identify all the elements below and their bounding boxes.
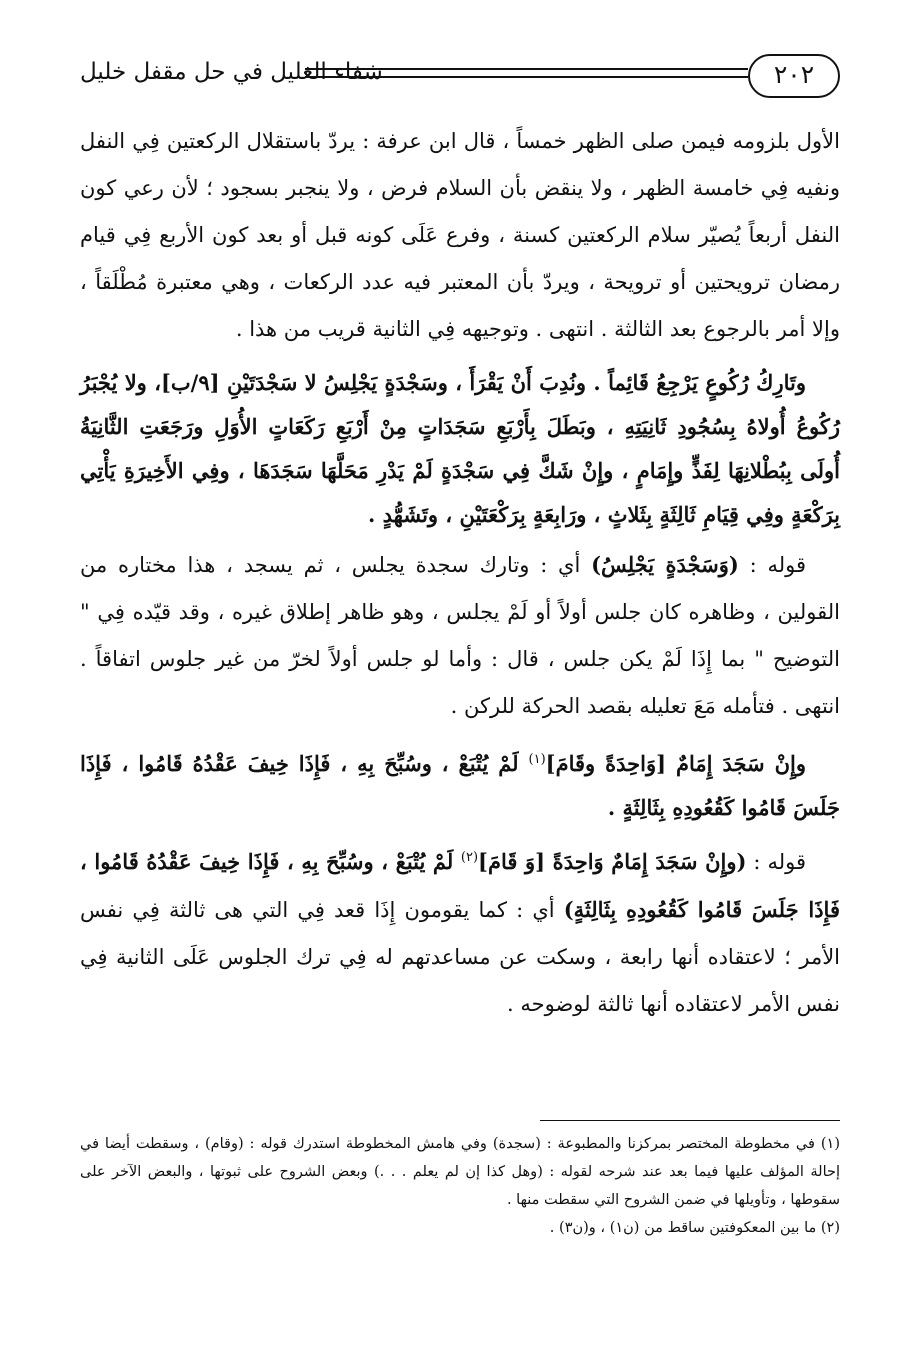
matn-text: وإِنْ سَجَدَ إِمَامٌ [وَاحِدَةً وقَامَ]	[545, 751, 807, 776]
main-text	[80, 118, 840, 1028]
footnote-separator	[540, 1120, 840, 1121]
footnote: (١) في مخطوطة المختصر بمركزنا والمطبوعة : (سجدة) وفي هامش المخطوطة استدرك قوله : (وقام) ، وسقطت أيضا في إحالة المؤلف عليها فيما بعد عند شرحه لقوله : (وهل كذا إن لم يعلم . . .) وبعض الشروح على ثبوتها ، والبعض الآخر على سقوطها ، وتأويلها في ضمن الشروح التي سقطت منها .	[80, 1136, 840, 1208]
commentary-paragraph: الأول بلزومه فيمن صلى الظهر خمساً ، قال ابن عرفة : يردّ باستقلال الركعتين فِي النفل ونفيه فِي خامسة الظهر ، ولا ينقض بأن السلام فرض ، ولا ينجبر بسجود ؛ لأن رعي كون النفل أربعاً يُصيّر سلام الركعتين كسنة ، وفرع عَلَى كونه قبل أو بعد كون الأربع فِي قيام رمضان ترويحتين أو ترويحة ، ويردّ بأن المعتبر فيه عدد الركعات ، وهي معتبرة مُطْلَقاً ، وإلا أمر بالرجوع بعد الثالثة . انتهى . وتوجيهه فِي الثانية قريب من هذا .	[80, 129, 840, 341]
footnote-marker: (١)	[528, 752, 546, 767]
quoted-matn: (وإِنْ سَجَدَ إِمَامٌ وَاحِدَةً [وَ قَامَ]	[478, 849, 747, 874]
commentary-text: أي : وتارك سجدة يجلس ، ثم يسجد ، هذا مختاره من القولين ، وظاهره كان جلس أولاً أو لَمْ يجلس ، وهو ظاهر إطلاق غيره ، وقد قيّده فِي " التوضيح " بما إِذَا لَمْ يكن جلس ، قال : وأما لو جلس أولاً لخرّ من غير جلوس اتفاقاً . انتهى . فتأمله مَعَ تعليله بقصد الحركة للركن .	[80, 553, 840, 718]
book-title: شفاء الغليل في حل مقفل خليل	[80, 59, 383, 85]
commentary-text: أي : كما يقومون إِذَا قعد فِي التي هى ثالثة فِي نفس الأمر ؛ لاعتقاده أنها رابعة ، وسكت عن مساعدتهم له فِي ترك الجلوس عَلَى الثانية فِي نفس الأمر لاعتقاده أنها ثالثة لوضوحه .	[80, 898, 840, 1016]
footnotes	[80, 1130, 840, 1242]
commentary-paragraph	[80, 541, 840, 730]
quoted-matn: (وَسَجْدَةٍ يَجْلِسُ)	[591, 552, 739, 577]
commentary-paragraph	[80, 834, 840, 1028]
running-header	[80, 50, 840, 106]
matn-text: لَمْ يُتْبَعْ ، وسُبِّحَ بِهِ ، فَإِذَا خِيفَ عَقْدُهُ قَامُوا ، فَإِذَا جَلَسَ قَامُوا كَقُعُودِهِ بِثَالِثَةٍ .	[80, 751, 840, 820]
footnote-marker: (٢)	[460, 850, 479, 865]
matn-paragraph	[80, 738, 840, 830]
quoted-matn: لَمْ يُتْبَعْ ، وسُبِّحَ بِهِ ، فَإِذَا خِيفَ عَقْدُهُ قَامُوا ، فَإِذَا جَلَسَ قَامُوا كَقُعُودِهِ بِثَالِثَةٍ)	[80, 849, 840, 922]
quote-label: قوله :	[746, 850, 806, 874]
matn-paragraph: وتَارِكُ رُكُوعٍ يَرْجِعُ قَائِماً . ونُدِبَ أَنْ يَقْرَأَ ، وسَجْدَةٍ يَجْلِسُ لا سَجْدَتَيْنِ [٩/ب]، ولا يُجْبَرُ رُكُوعُ أُولاهُ بِسُجُودِ ثَانِيَتِهِ ، وبَطَلَ بِأَرْبَعِ سَجَدَاتٍ مِنْ أَرْبَعِ رَكَعَاتٍ الأُوَلِ ورَجَعَتِ الثَّانِيَةُ أُولَى بِبُطْلانِهَا لِفَذٍّ وإِمَامٍ ، وإِنْ شَكَّ فِي سَجْدَةٍ لَمْ يَدْرِ مَحَلَّهَا سَجَدَهَا ، وفِي الأَخِيرَةِ يَأْتِي بِرَكْعَةٍ وفِي قِيَامِ ثَالِثَةٍ بِثَلاثٍ ، ورَابِعَةٍ بِرَكْعَتَيْنِ ، وتَشَهُّدٍ .	[80, 370, 840, 527]
page-number: ٢٠٢	[748, 54, 840, 98]
quote-label: قوله :	[738, 553, 806, 577]
footnote: (٢) ما بين المعكوفتين ساقط من (ن١) ، و(ن٣) .	[549, 1220, 840, 1236]
